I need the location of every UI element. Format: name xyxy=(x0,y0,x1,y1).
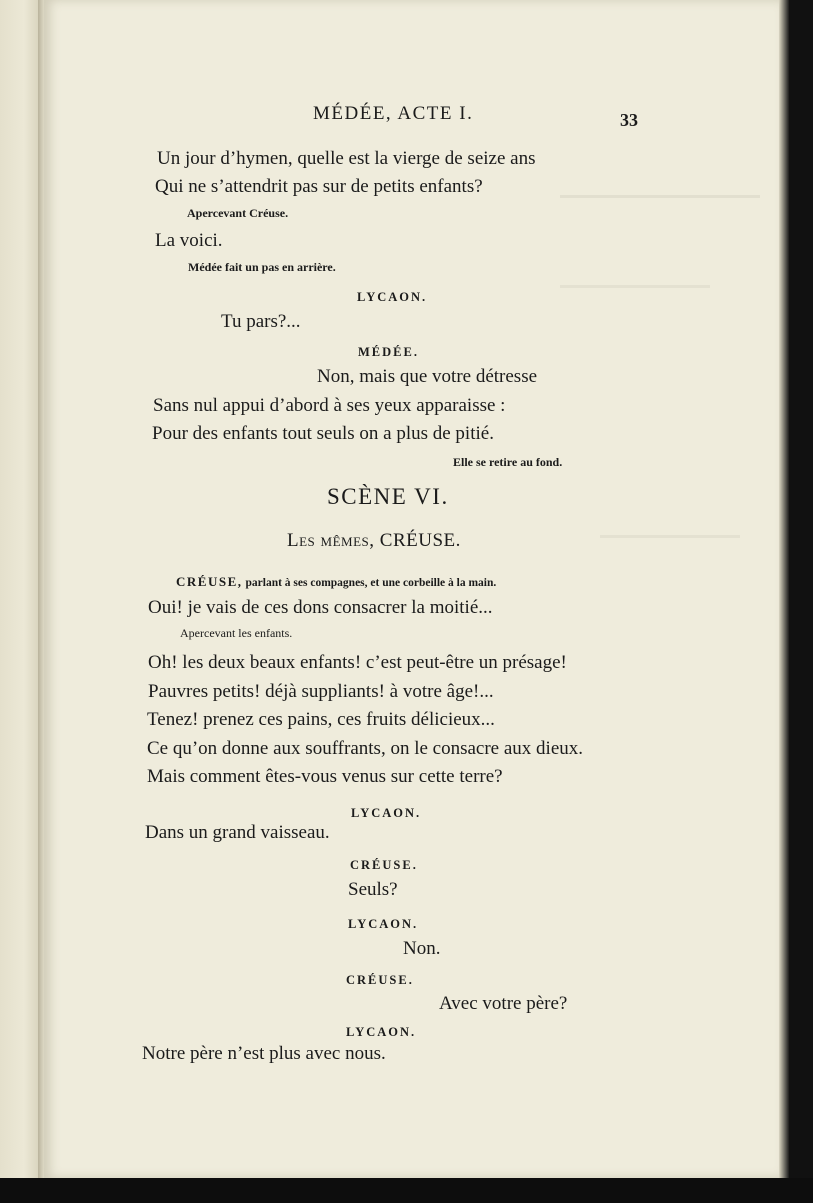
verse-line: La voici. xyxy=(155,230,223,251)
scan-background xyxy=(0,1178,813,1203)
page-edge-shadow xyxy=(779,0,789,1178)
verse-line: Non. xyxy=(403,938,441,959)
speaker-name: CRÉUSE. xyxy=(346,973,414,987)
speaker-name: LYCAON. xyxy=(357,290,428,304)
verse-line: Dans un grand vaisseau. xyxy=(145,822,330,843)
verse-line: Tenez! prenez ces pains, ces fruits délicieux... xyxy=(147,709,495,730)
verse-line: Oh! les deux beaux enfants! c’est peut-être un présage! xyxy=(148,652,567,673)
stage-direction: Apercevant Créuse. xyxy=(187,206,289,220)
stage-direction: Elle se retire au fond. xyxy=(453,455,563,469)
cast-rest: , CRÉUSE. xyxy=(369,530,461,551)
verse-line: Pauvres petits! déjà suppliants! à votre âge!... xyxy=(148,681,494,702)
speaker-name: LYCAON. xyxy=(346,1025,417,1039)
speaker-with-direction xyxy=(176,574,496,590)
verse-line: Oui! je vais de ces dons consacrer la moitié... xyxy=(148,597,493,618)
verse-line: Pour des enfants tout seuls on a plus de pitié. xyxy=(152,423,494,444)
speaker-name: LYCAON. xyxy=(348,917,419,931)
stage-direction: Apercevant les enfants. xyxy=(180,626,293,640)
show-through-mark xyxy=(600,535,740,538)
verse-line: Sans nul appui d’abord à ses yeux apparaisse : xyxy=(153,395,506,416)
speaker-name: CRÉUSE, xyxy=(176,574,243,589)
show-through-mark xyxy=(560,195,760,198)
speaker-name: MÉDÉE. xyxy=(358,345,419,359)
verse-line: Qui ne s’attendrit pas sur de petits enfants? xyxy=(155,176,483,197)
scene-title: SCÈNE VI. xyxy=(327,484,449,509)
verse-line: Notre père n’est plus avec nous. xyxy=(142,1043,386,1064)
verse-line: Seuls? xyxy=(348,879,398,900)
left-page-edge xyxy=(0,0,40,1203)
speaker-name: LYCAON. xyxy=(351,806,422,820)
show-through-mark xyxy=(560,285,710,288)
verse-line: Avec votre père? xyxy=(439,993,568,1014)
cast-list xyxy=(287,530,461,552)
verse-line: Tu pars?... xyxy=(221,311,301,332)
stage-direction: parlant à ses compagnes, et une corbeille à la main. xyxy=(245,577,497,589)
verse-line: Non, mais que votre détresse xyxy=(317,366,538,387)
verse-line: Un jour d’hymen, quelle est la vierge de seize ans xyxy=(157,148,536,169)
speaker-name: CRÉUSE. xyxy=(350,858,418,872)
verse-line: Mais comment êtes-vous venus sur cette terre? xyxy=(147,766,503,787)
verse-line: Ce qu’on donne aux souffrants, on le consacre aux dieux. xyxy=(147,738,583,759)
page-number: 33 xyxy=(620,110,638,130)
cast-prefix: Les mêmes xyxy=(287,530,370,551)
stage-direction: Médée fait un pas en arrière. xyxy=(188,260,336,274)
running-header: MÉDÉE, ACTE I. xyxy=(313,103,474,124)
